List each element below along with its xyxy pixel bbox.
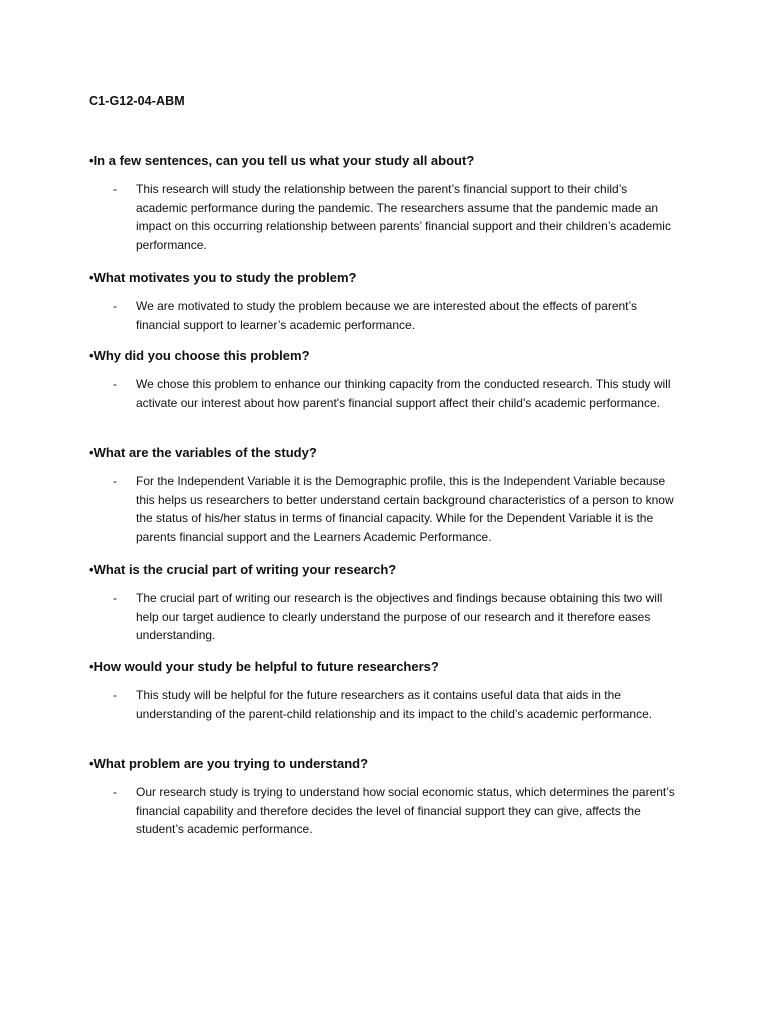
dash-marker: - (113, 299, 117, 313)
question-text: Why did you choose this problem? (93, 348, 310, 363)
question-text: What problem are you trying to understand? (93, 756, 369, 771)
question-text: What is the crucial part of writing your research? (93, 562, 397, 577)
answer-text: We chose this problem to enhance our thinking capacity from the conducted research. This study will activate our interest about how parent's financial support affect their child's academic performance. (136, 377, 671, 410)
bullet: • (89, 348, 94, 363)
answer-text: Our research study is trying to understand how social economic status, which determines the parent’s financial capability and therefore decides the level of financial support they can give, affects the student’s academic performance. (136, 785, 675, 837)
bullet: • (89, 445, 94, 460)
document-code: C1-G12-04-ABM (89, 94, 185, 108)
qa-section-7 (89, 755, 689, 839)
dash-marker: - (113, 785, 117, 799)
qa-section-6 (89, 658, 689, 723)
bullet: • (89, 562, 94, 577)
dash-marker: - (113, 474, 117, 488)
qa-section-4 (89, 444, 689, 546)
dash-marker: - (113, 688, 117, 702)
answer-item (89, 783, 681, 839)
answer-item (89, 375, 681, 412)
question-heading (89, 152, 689, 170)
bullet: • (89, 270, 94, 285)
question-text: What are the variables of the study? (93, 445, 317, 460)
qa-section-5 (89, 561, 689, 645)
answer-text: This study will be helpful for the future researchers as it contains useful data that aids in the understanding of the parent-child relationship and its impact to the child’s academic performance. (136, 688, 653, 721)
question-text: How would your study be helpful to future researchers? (93, 659, 439, 674)
question-heading (89, 269, 689, 287)
question-text: In a few sentences, can you tell us what your study all about? (93, 153, 475, 168)
answer-item (89, 472, 681, 546)
qa-section-1 (89, 152, 689, 254)
question-text: What motivates you to study the problem? (93, 270, 357, 285)
question-heading (89, 347, 689, 365)
answer-item (89, 589, 681, 645)
answer-item (89, 297, 681, 334)
question-heading (89, 561, 689, 579)
dash-marker: - (113, 591, 117, 605)
answer-item (89, 686, 681, 723)
bullet: • (89, 153, 94, 168)
question-heading (89, 658, 689, 676)
qa-section-2 (89, 269, 689, 334)
answer-text: For the Independent Variable it is the Demographic profile, this is the Independent Variable because this helps us researchers to better understand certain background characteristics of a person to know the status of his/her status in terms of financial capacity. While for the Dependent Variable it is the parents financial support and the Learners Academic Performance. (136, 474, 674, 544)
answer-text: This research will study the relationship between the parent’s financial support to their child’s academic performance during the pandemic. The researchers assume that the pandemic made an impact on this occurring relationship between parents’ financial support and their children’s academic performance. (136, 182, 671, 252)
bullet: • (89, 756, 94, 771)
question-heading (89, 755, 689, 773)
answer-text: The crucial part of writing our research is the objectives and findings because obtaining this two will help our target audience to clearly understand the purpose of our research and it therefore eases understanding. (136, 591, 663, 643)
dash-marker: - (113, 182, 117, 196)
qa-section-3 (89, 347, 689, 412)
answer-text: We are motivated to study the problem because we are interested about the effects of parent’s financial support to learner’s academic performance. (136, 299, 637, 332)
question-heading (89, 444, 689, 462)
dash-marker: - (113, 377, 117, 391)
answer-item (89, 180, 681, 254)
bullet: • (89, 659, 94, 674)
